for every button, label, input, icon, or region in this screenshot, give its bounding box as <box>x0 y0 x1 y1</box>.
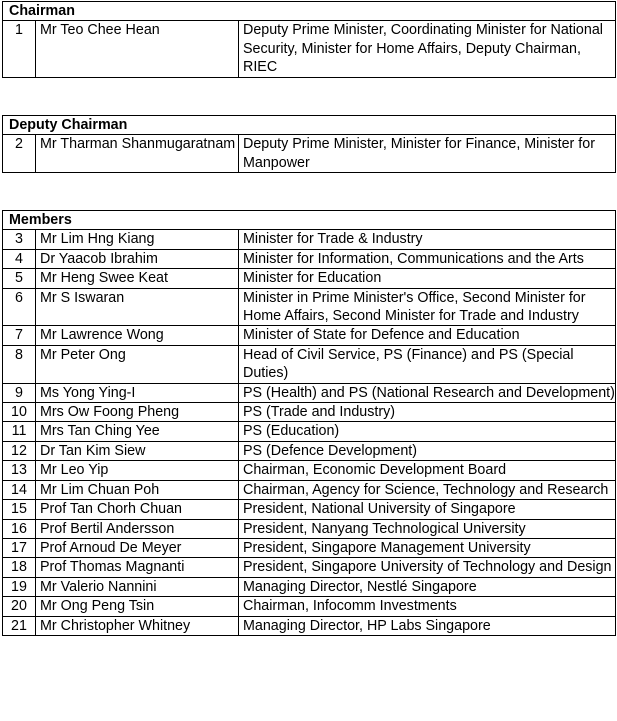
member-role: President, Singapore University of Technology and Design <box>239 558 616 577</box>
member-name: Mr Lim Chuan Poh <box>36 480 239 499</box>
table-row <box>3 577 616 596</box>
member-name: Mrs Tan Ching Yee <box>36 422 239 441</box>
member-role: Managing Director, HP Labs Singapore <box>239 616 616 635</box>
chairman-table <box>2 1 616 78</box>
member-name: Prof Bertil Andersson <box>36 519 239 538</box>
member-role: Chairman, Economic Development Board <box>239 461 616 480</box>
member-role: President, National University of Singapore <box>239 500 616 519</box>
member-role: Deputy Prime Minister, Coordinating Minister for National Security, Minister for Home Affairs, Deputy Chairman, RIEC <box>239 21 616 78</box>
member-name: Dr Tan Kim Siew <box>36 441 239 460</box>
member-role: President, Singapore Management University <box>239 538 616 557</box>
row-number: 16 <box>3 519 36 538</box>
member-name: Dr Yaacob Ibrahim <box>36 249 239 268</box>
table-row <box>3 500 616 519</box>
table-row <box>3 480 616 499</box>
deputy-chairman-table <box>2 115 616 173</box>
member-name: Mr Lawrence Wong <box>36 326 239 345</box>
table-row <box>3 403 616 422</box>
member-role: PS (Health) and PS (National Research and Development) <box>239 383 616 402</box>
member-name: Mr Teo Chee Hean <box>36 21 239 78</box>
member-role: Chairman, Agency for Science, Technology and Research <box>239 480 616 499</box>
table-row <box>3 288 616 326</box>
table-row <box>3 230 616 249</box>
member-name: Mr Christopher Whitney <box>36 616 239 635</box>
member-name: Mr Valerio Nannini <box>36 577 239 596</box>
row-number: 15 <box>3 500 36 519</box>
table-row <box>3 538 616 557</box>
member-name: Mr Peter Ong <box>36 345 239 383</box>
row-number: 13 <box>3 461 36 480</box>
table-row <box>3 558 616 577</box>
member-role: Minister of State for Defence and Education <box>239 326 616 345</box>
row-number: 3 <box>3 230 36 249</box>
table-row <box>3 597 616 616</box>
row-number: 7 <box>3 326 36 345</box>
member-name: Mr Leo Yip <box>36 461 239 480</box>
row-number: 4 <box>3 249 36 268</box>
member-name: Mr S Iswaran <box>36 288 239 326</box>
member-name: Ms Yong Ying-I <box>36 383 239 402</box>
row-number: 12 <box>3 441 36 460</box>
member-role: Minister for Trade & Industry <box>239 230 616 249</box>
member-name: Mr Heng Swee Keat <box>36 269 239 288</box>
row-number: 21 <box>3 616 36 635</box>
member-name: Mr Lim Hng Kiang <box>36 230 239 249</box>
row-number: 20 <box>3 597 36 616</box>
member-role: Minister for Education <box>239 269 616 288</box>
member-name: Prof Thomas Magnanti <box>36 558 239 577</box>
member-role: Chairman, Infocomm Investments <box>239 597 616 616</box>
member-name: Mr Ong Peng Tsin <box>36 597 239 616</box>
row-number: 2 <box>3 135 36 173</box>
members-table <box>2 210 616 636</box>
table-row <box>3 461 616 480</box>
table-row <box>3 345 616 383</box>
section-heading: Members <box>3 211 616 230</box>
member-name: Prof Tan Chorh Chuan <box>36 500 239 519</box>
row-number: 17 <box>3 538 36 557</box>
table-row <box>3 269 616 288</box>
table-row <box>3 519 616 538</box>
member-role: Minister in Prime Minister's Office, Second Minister for Home Affairs, Second Minister for Trade and Industry <box>239 288 616 326</box>
member-role: Deputy Prime Minister, Minister for Finance, Minister for Manpower <box>239 135 616 173</box>
row-number: 14 <box>3 480 36 499</box>
section-header-row <box>3 211 616 230</box>
member-role: PS (Education) <box>239 422 616 441</box>
section-header-row <box>3 116 616 135</box>
member-role: PS (Trade and Industry) <box>239 403 616 422</box>
member-name: Mr Tharman Shanmugaratnam <box>36 135 239 173</box>
member-role: Minister for Information, Communications and the Arts <box>239 249 616 268</box>
row-number: 8 <box>3 345 36 383</box>
member-role: Head of Civil Service, PS (Finance) and PS (Special Duties) <box>239 345 616 383</box>
row-number: 18 <box>3 558 36 577</box>
member-role: PS (Defence Development) <box>239 441 616 460</box>
table-row <box>3 383 616 402</box>
row-number: 19 <box>3 577 36 596</box>
row-number: 6 <box>3 288 36 326</box>
table-row <box>3 326 616 345</box>
row-number: 1 <box>3 21 36 78</box>
table-row <box>3 441 616 460</box>
table-row <box>3 135 616 173</box>
section-heading: Deputy Chairman <box>3 116 616 135</box>
row-number: 10 <box>3 403 36 422</box>
member-name: Prof Arnoud De Meyer <box>36 538 239 557</box>
table-row <box>3 21 616 78</box>
section-heading: Chairman <box>3 2 616 21</box>
member-name: Mrs Ow Foong Pheng <box>36 403 239 422</box>
table-row <box>3 249 616 268</box>
member-role: President, Nanyang Technological University <box>239 519 616 538</box>
section-header-row <box>3 2 616 21</box>
row-number: 5 <box>3 269 36 288</box>
table-row <box>3 616 616 635</box>
row-number: 9 <box>3 383 36 402</box>
member-role: Managing Director, Nestlé Singapore <box>239 577 616 596</box>
table-row <box>3 422 616 441</box>
row-number: 11 <box>3 422 36 441</box>
